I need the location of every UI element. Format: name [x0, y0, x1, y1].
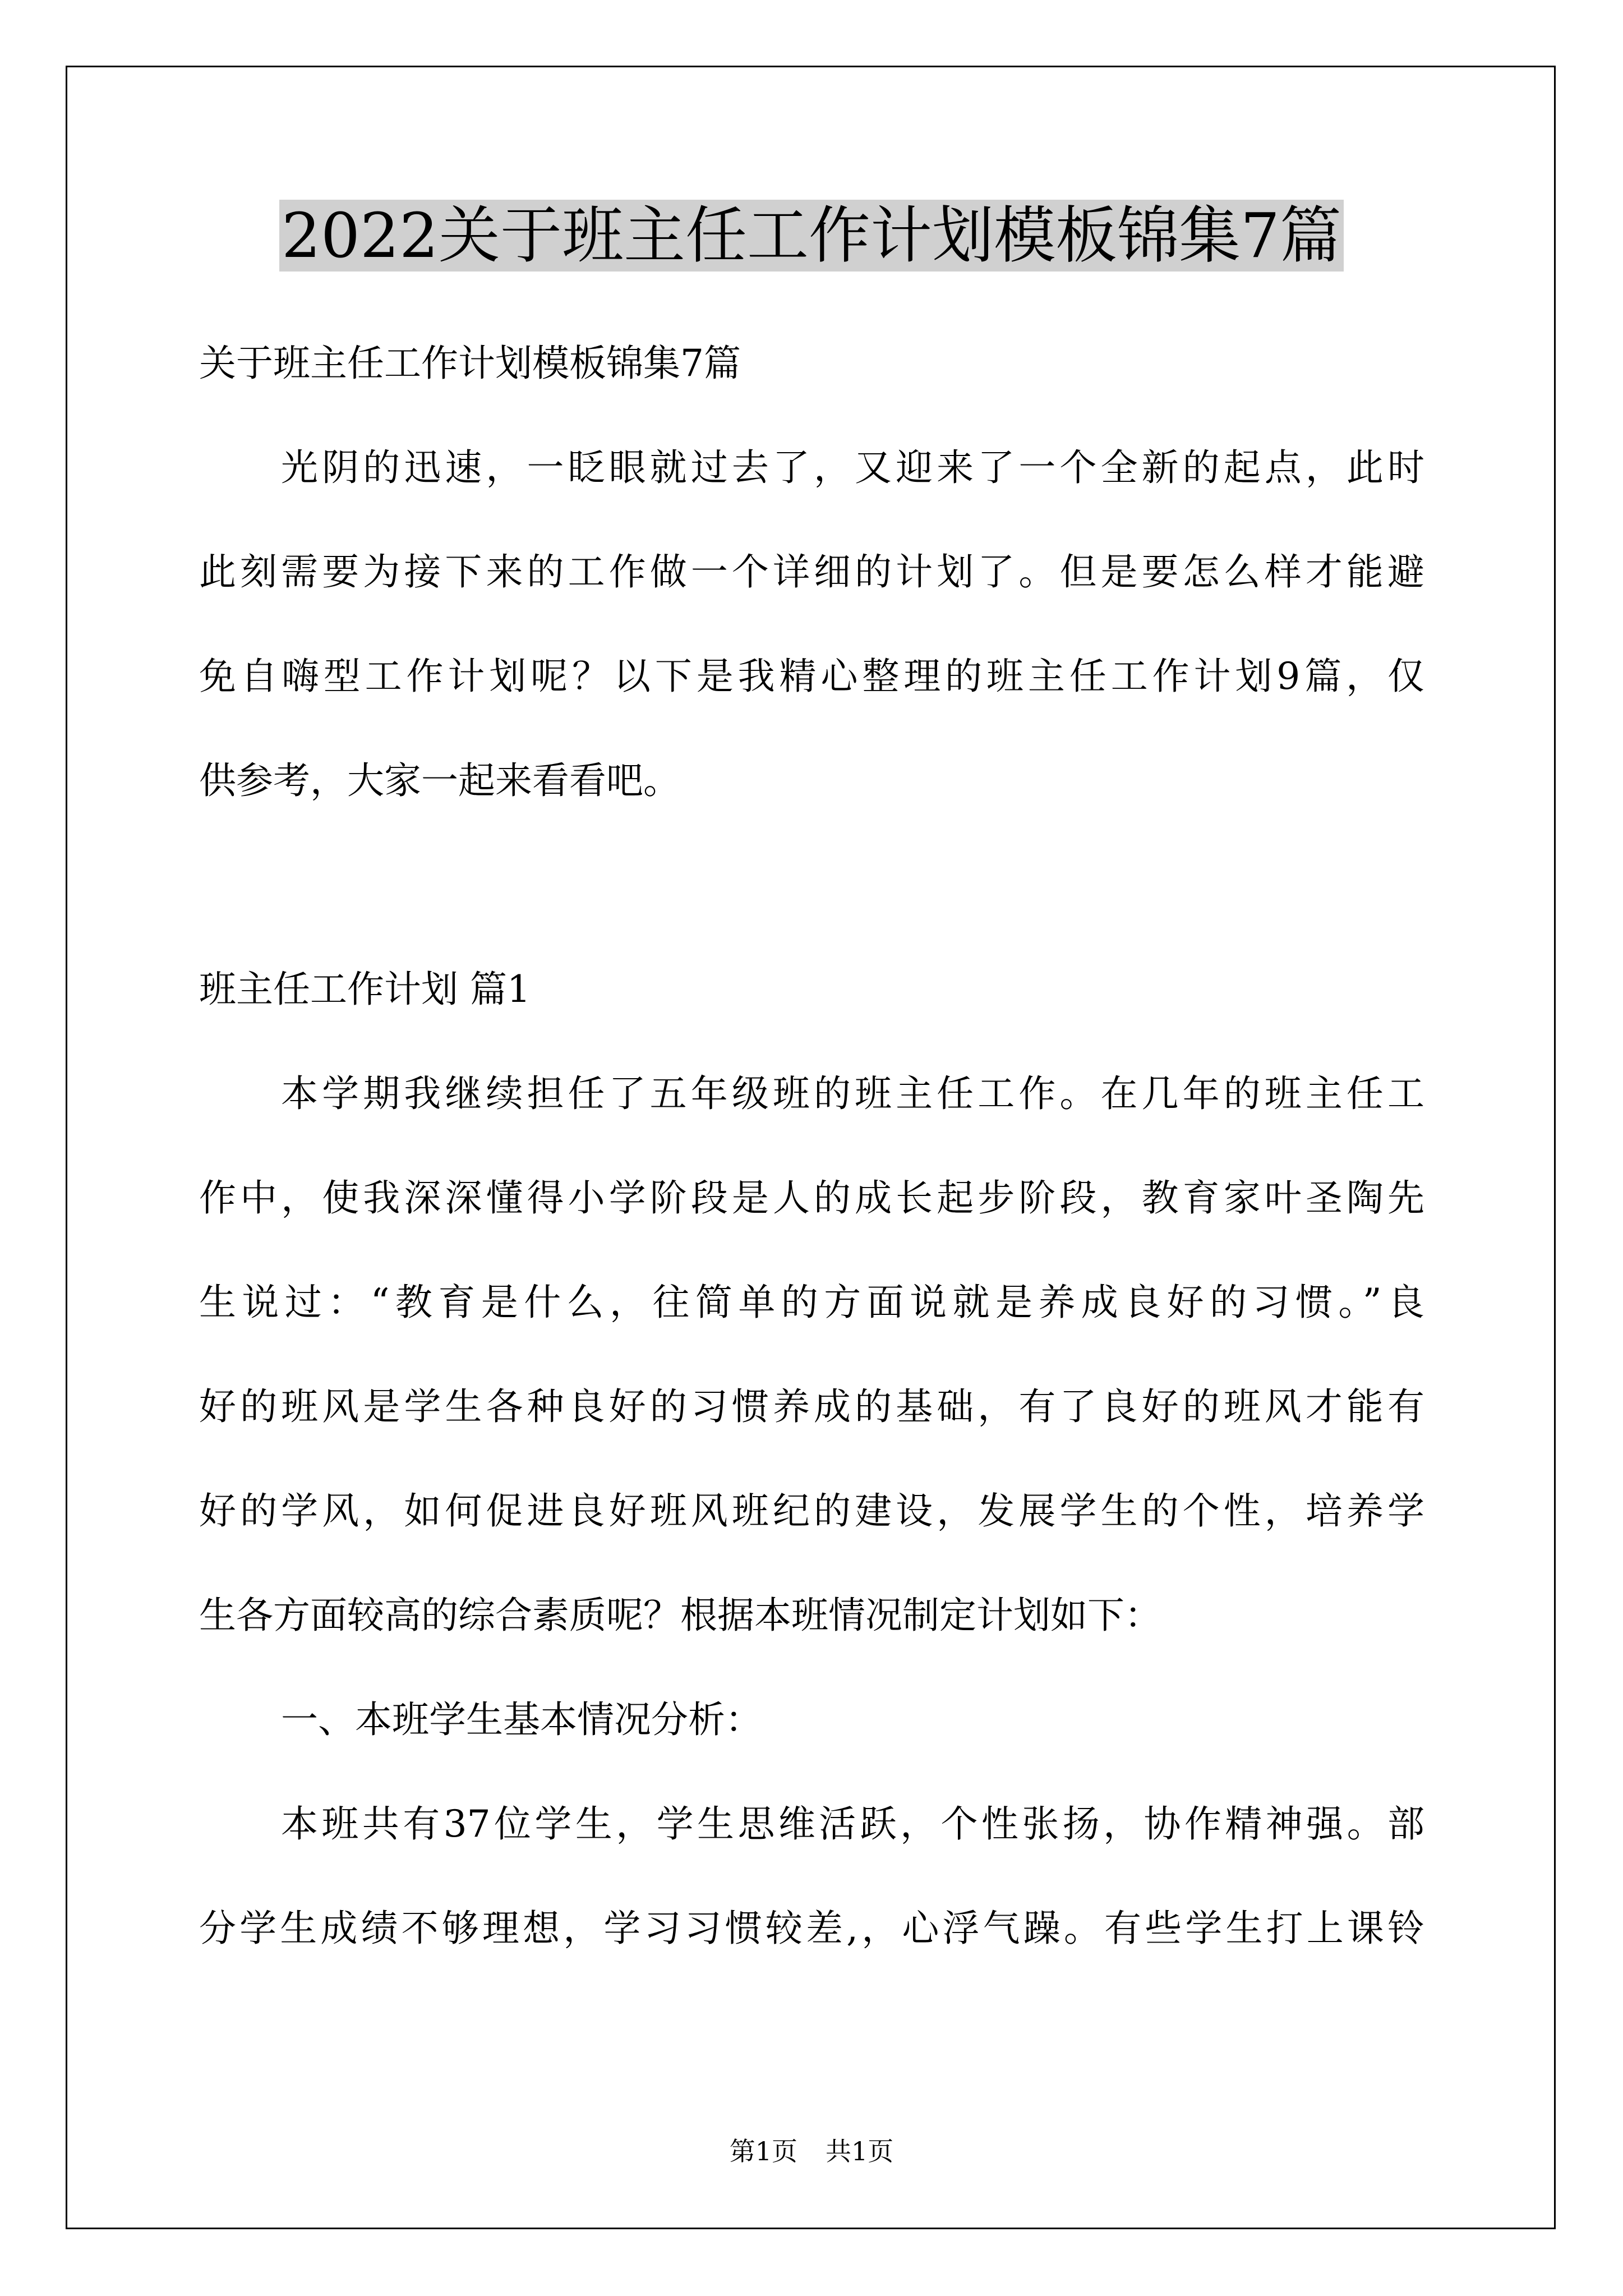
document-body [199, 311, 1424, 1981]
section-line: 生各方面较高的综合素质呢？根据本班情况制定计划如下： [199, 1594, 1161, 1637]
section-line: 作中，使我深深懂得小学阶段是人的成长起步阶段，教育家叶圣陶先 [199, 1176, 1424, 1220]
section-line: 生说过：“教育是什么，往简单的方面说就是养成良好的习惯。”良 [199, 1281, 1424, 1324]
analysis-line: 分学生成绩不够理想，学习习惯较差,，心浮气躁。有些学生打上课铃 [199, 1907, 1424, 1950]
page-number-total: 共1页 [826, 2136, 894, 2166]
document-title-text: 2022关于班主任工作计划模板锦集7篇 [279, 200, 1344, 272]
document-title [0, 194, 1623, 278]
intro-line: 此刻需要为接下来的工作做一个详细的计划了。但是要怎么样才能避 [199, 550, 1424, 593]
section-line: 本学期我继续担任了五年级班的班主任工作。在几年的班主任工 [281, 1072, 1424, 1115]
analysis-line: 本班共有37位学生，学生思维活跃，个性张扬，协作精神强。部 [281, 1802, 1424, 1846]
intro-line: 供参考，大家一起来看看吧。 [199, 759, 680, 802]
section-line: 好的学风，如何促进良好班风班纪的建设，发展学生的个性，培养学 [199, 1489, 1424, 1533]
intro-line: 免自嗨型工作计划呢？以下是我精心整理的班主任工作计划9篇，仅 [199, 655, 1424, 698]
section-line: 好的班风是学生各种良好的习惯养成的基础，有了良好的班风才能有 [199, 1385, 1424, 1428]
sub-heading: 一、本班学生基本情况分析： [281, 1698, 762, 1741]
subtitle: 关于班主任工作计划模板锦集7篇 [199, 342, 741, 385]
intro-line: 光阴的迅速，一眨眼就过去了，又迎来了一个全新的起点，此时 [281, 446, 1424, 489]
page-number-current: 第1页 [729, 2136, 797, 2166]
page-footer [0, 2134, 1623, 2168]
spacer [199, 833, 1424, 937]
section-heading: 班主任工作计划 篇1 [199, 968, 531, 1011]
